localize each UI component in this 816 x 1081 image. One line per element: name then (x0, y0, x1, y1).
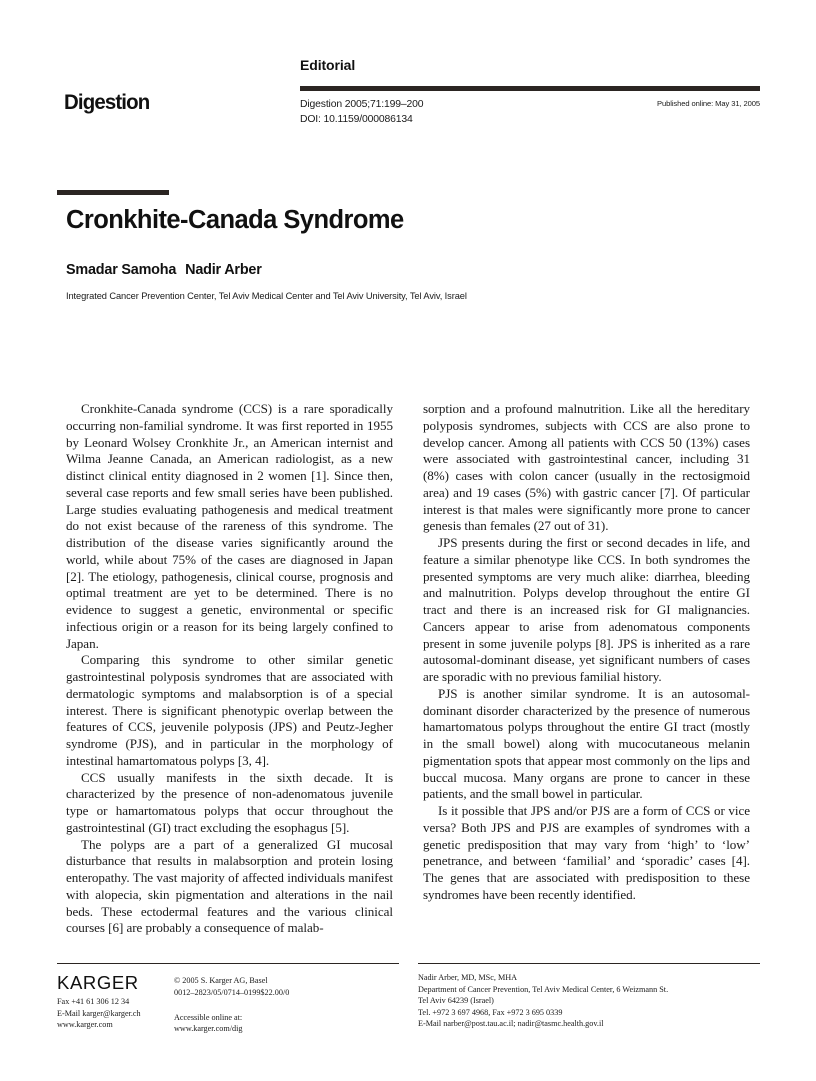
page-footer (57, 963, 760, 1034)
paragraph: PJS is another similar syndrome. It is an autosomal-dominant disorder characterized by the presence of numerous hamartomatous polyps throughout the entire GI tract (mostly in the small bowel) along with mucocutaneous melanin pigmentation spots that appear most commonly on the lips and buccal mucosa. Many organs are prone to cancer in these patients, and the small bowel in particular. (423, 685, 750, 802)
paragraph: Is it possible that JPS and/or PJS are a form of CCS or vice versa? Both JPS and PJS are examples of syndromes with a genetic predisposition that may vary from ‘high’ to ‘low’ penetrance, and between ‘familial’ and ‘sporadic’ cases [4]. The genes that are associated with predisposition to these syndromes have been recently identified. (423, 803, 750, 902)
online-access-url[interactable]: www.karger.com/dig (174, 1024, 243, 1033)
author-name-2: Nadir Arber (185, 262, 262, 278)
body-column-left (66, 401, 393, 937)
page-title: Cronkhite-Canada Syndrome (66, 206, 404, 234)
masthead-rule (300, 86, 760, 91)
footer-correspondence-block (418, 963, 760, 1034)
publisher-identity (57, 972, 169, 1030)
correspondence-department: Department of Cancer Prevention, Tel Aviv Medical Center, 6 Weizmann St. (418, 984, 669, 994)
publisher-fax: Fax +41 61 306 12 34 (57, 997, 130, 1007)
affiliation: Integrated Cancer Prevention Center, Tel Aviv Medical Center and Tel Aviv University, Tel Aviv, Israel (66, 291, 467, 301)
copyright-line: © 2005 S. Karger AG, Basel (174, 976, 268, 986)
publisher-info (57, 972, 399, 1034)
title-rule (57, 190, 169, 195)
footer-rule-left (57, 963, 399, 964)
masthead (57, 57, 760, 177)
citation-row (300, 98, 760, 132)
correspondence-name: Nadir Arber, MD, MSc, MHA (418, 973, 518, 983)
correspondence-phone: Tel. +972 3 697 4968, Fax +972 3 695 0339 (418, 1007, 563, 1017)
footer-publisher-block (57, 963, 399, 1034)
published-online-date: Published online: May 31, 2005 (657, 99, 760, 108)
publisher-website[interactable]: www.karger.com (57, 1019, 113, 1029)
journal-logo: Digestion (64, 90, 150, 114)
correspondence-city: Tel Aviv 64239 (Israel) (418, 996, 494, 1006)
article-type-label: Editorial (300, 57, 356, 73)
paragraph: JPS presents during the first or second decades in life, and feature a similar phenotype like CCS. In both syndromes the presented symptoms are very much alike: diarrhea, bleeding and malnutrition. Polyps develop throughout the entire GI tract and there is an increased risk for GI malignancies. Cancers appear to arise from adenomatous components present in some juvenile polyps [8]. JPS is inherited as a rare autosomal-dominant disease, yet significant numbers of cases are sporadic with no previous familial history. (423, 535, 750, 684)
masthead-right (300, 57, 760, 132)
correspondence-address (418, 972, 760, 1029)
paragraph: sorption and a profound malnutrition. Like all the hereditary polyposis syndromes, subjects with CCS are also prone to develop cancer. Among all patients with CCS 50 (13%) cases were associated with gastrointestinal cancer, including 31 (8%) cases with colon cancer (usually in the rectosigmoid area) and 19 cases (5%) with gastric cancer [7]. Of particular interest is that males were significantly more prone to cancer genesis than females (27 out of 31). (423, 401, 750, 534)
paragraph: Comparing this syndrome to other similar genetic gastrointestinal polyposis syndromes that are associated with dermatologic symptoms and malabsorption is of a special interest. There is significant phenotypic overlap between the features of CCS, jeuvenile polyposis (JPS) and Peutz-Jegher syndrome (PJS), and in particular in the morphology of intestinal hamartomatous polyps [3, 4]. (66, 652, 393, 768)
paragraph: Cronkhite-Canada syndrome (CCS) is a rare sporadically occurring non-familial syndrome. It was first reported in 1955 by Leonard Wolsey Cronkhite Jr., an American internist and Wilma Jeanne Canada, an American radiologist, as a new distinct clinical entity diagnosed in 2 women [1]. Since then, several case reports and few small series have been published. Large studies evaluating pathogenesis and medical treatment do not exist because of the rareness of this syndrome. The distribution of the disease varies significantly around the world, while about 75% of the cases are diagnosed in Japan [2]. The etiology, pathogenesis, clinical course, prognosis and optimal treatment are yet to be determined. There is no evidence to suggest a genetic, environmental or specific infectious origin or a reason for its being largely confined to Japan. (66, 401, 393, 651)
paragraph: CCS usually manifests in the sixth decade. It is characterized by the presence of non-adenomatous juvenile type or hamartomatous polyps that occur throughout the gastrointestinal (GI) tract excluding the esophagus [5]. (66, 769, 393, 835)
citation-line: Digestion 2005;71:199–200 (300, 99, 424, 110)
copyright-block (174, 975, 394, 1034)
online-access-label: Accessible online at: (174, 1012, 243, 1022)
article-body (66, 401, 750, 937)
correspondence-info (418, 972, 760, 1029)
doi-line: DOI: 10.1159/000086134 (300, 113, 413, 125)
body-column-right (423, 401, 750, 937)
karger-logo: KARGER (57, 972, 139, 994)
publisher-email[interactable]: E-Mail karger@karger.ch (57, 1008, 141, 1018)
online-access-block (174, 1012, 394, 1034)
author-name-1: Smadar Samoha (66, 262, 177, 278)
correspondence-email[interactable]: E-Mail narber@post.tau.ac.il; nadir@tasmc.health.gov.il (418, 1019, 604, 1029)
paragraph: The polyps are a part of a generalized GI mucosal disturbance that results in malabsorption and protein losing enteropathy. The vast majority of affected individuals manifest with alopecia, skin pigmentation and alterations in the nail beds. These ectodermal features and the various clinical courses [6] are probably a consequence of malab- (66, 836, 393, 936)
issn-line: 0012–2823/05/0714–0199$22.00/0 (174, 987, 290, 997)
author-list (66, 262, 756, 278)
publisher-contact (57, 996, 169, 1030)
footer-rule-right (418, 963, 760, 964)
